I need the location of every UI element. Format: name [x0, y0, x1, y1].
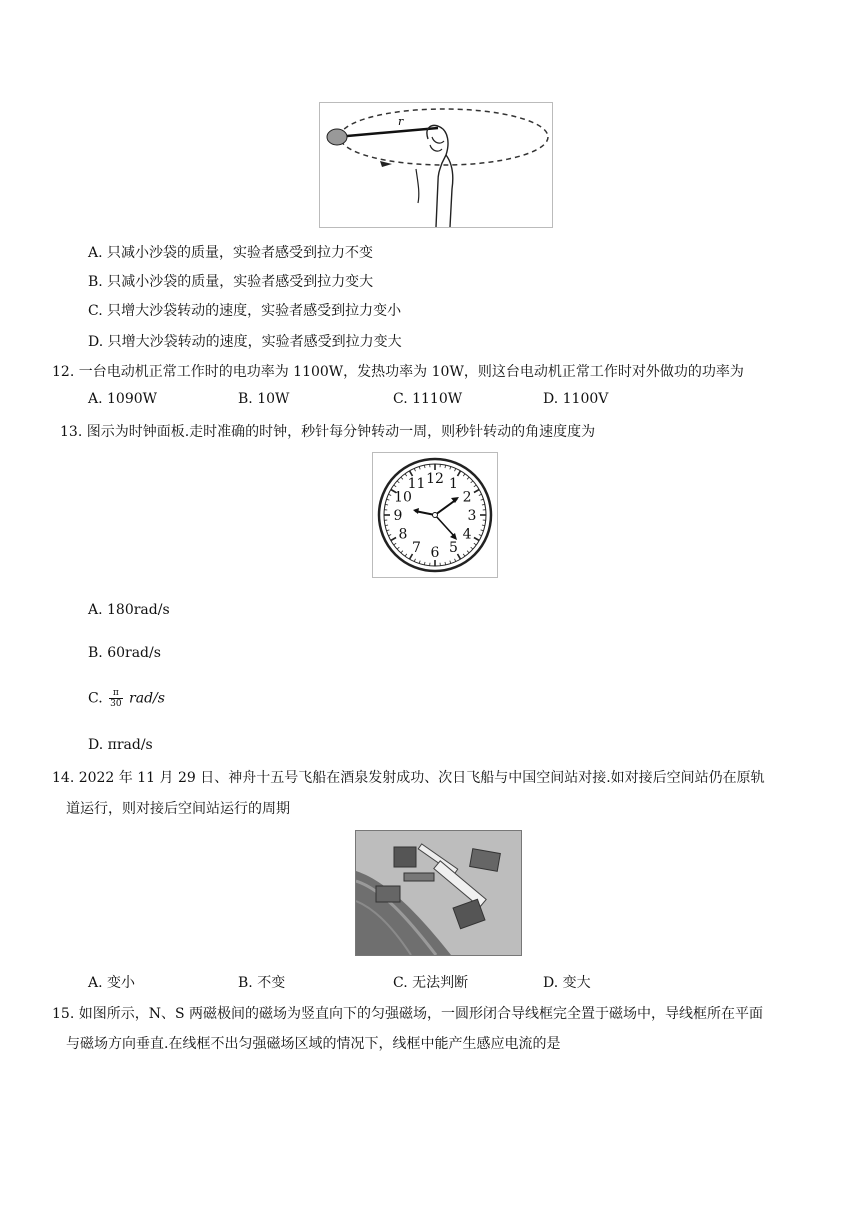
fraction-numerator: π: [109, 688, 122, 699]
q15-stem-line2: 与磁场方向垂直.在线框不出匀强磁场区域的情况下，线框中能产生感应电流的是: [66, 1036, 561, 1052]
q14-option-b: B. 不变: [238, 975, 286, 991]
q14-option-d: D. 变大: [543, 975, 591, 991]
clock-number: 9: [393, 508, 403, 524]
clock-number: 8: [398, 526, 408, 543]
q14-stem-line1: 14. 2022 年 11 月 29 日、神舟十五号飞船在酒泉发射成功、次日飞船与中国空间站对接.如对接后空间站仍在原轨: [52, 770, 765, 786]
clock-figure: [372, 452, 498, 578]
sandbag-figure: [319, 102, 553, 228]
q13-option-c-unit: rad/s: [129, 690, 165, 707]
clock-number: 2: [462, 489, 472, 506]
radius-label: r: [398, 115, 404, 128]
q14-stem-line2: 道运行，则对接后空间站运行的周期: [66, 801, 290, 817]
q12-option-d: D. 1100V: [543, 391, 609, 407]
q13-option-c: [88, 688, 165, 709]
q11-option-a: A. 只减小沙袋的质量，实验者感受到拉力不变: [88, 245, 374, 261]
q13-option-b: B. 60rad/s: [88, 645, 161, 661]
q14-option-a: A. 变小: [88, 975, 136, 991]
q12-option-c: C. 1110W: [393, 391, 463, 407]
clock-number: 3: [467, 508, 477, 524]
fraction-denominator: 30: [110, 699, 122, 709]
q14-option-c: C. 无法判断: [393, 975, 469, 991]
q11-option-d: D. 只增大沙袋转动的速度，实验者感受到拉力变大: [88, 334, 402, 350]
q12-stem: 12. 一台电动机正常工作时的电功率为 1100W，发热功率为 10W，则这台电动机正常工作时对外做功的功率为: [52, 364, 744, 380]
clock-number: 4: [462, 526, 472, 543]
q13-option-c-prefix: C.: [88, 690, 103, 707]
clock-number: 7: [412, 540, 421, 557]
sandbag-diagram: [320, 103, 552, 227]
space-station-image: [356, 831, 521, 955]
clock-face: [373, 453, 497, 577]
q13-option-c-fraction: [109, 688, 122, 709]
q13-option-a: A. 180rad/s: [88, 602, 170, 618]
clock-number: 1: [449, 475, 458, 492]
q12-option-b: B. 10W: [238, 391, 290, 407]
clock-number: 6: [430, 545, 440, 561]
q11-option-c: C. 只增大沙袋转动的速度，实验者感受到拉力变小: [88, 303, 402, 319]
q15-stem-line1: 15. 如图所示，N、S 两磁极间的磁场为竖直向下的匀强磁场，一圆形闭合导线框完全置于磁场中，导线框所在平面: [52, 1006, 764, 1022]
q13-option-d: D. πrad/s: [88, 737, 153, 753]
clock-number: 5: [449, 540, 458, 557]
space-station-photo: [355, 830, 522, 956]
q13-stem: 13. 图示为时钟面板.走时准确的时钟，秒针每分钟转动一周，则秒针转动的角速度度为: [60, 424, 596, 440]
q11-option-b: B. 只减小沙袋的质量，实验者感受到拉力变大: [88, 274, 374, 290]
clock-number: 10: [394, 489, 412, 506]
clock-number: 11: [407, 475, 426, 492]
clock-number: 12: [426, 471, 444, 487]
q12-option-a: A. 1090W: [88, 391, 158, 407]
